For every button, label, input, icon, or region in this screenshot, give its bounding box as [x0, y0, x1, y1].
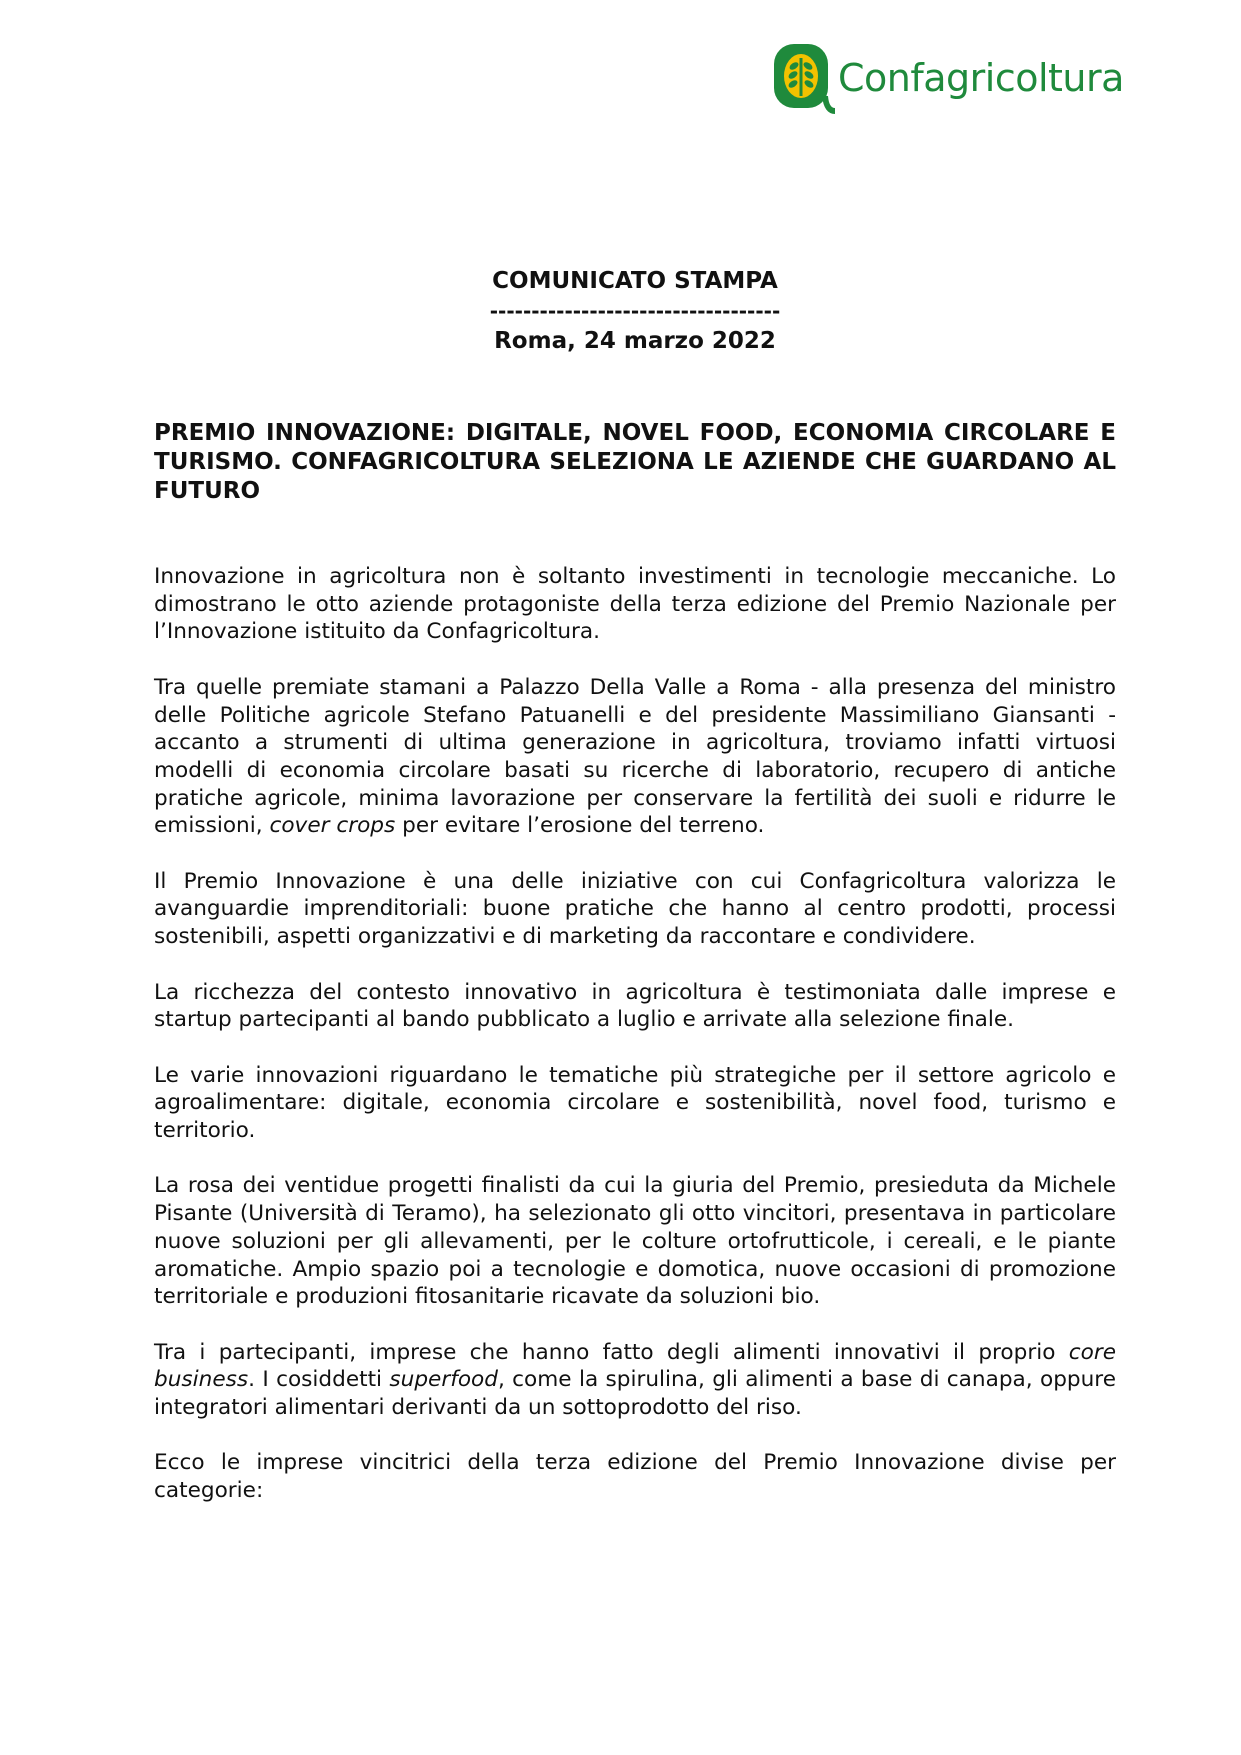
paragraph-7-text-middle: . I cosiddetti	[248, 1367, 390, 1393]
headline: PREMIO INNOVAZIONE: DIGITALE, NOVEL FOOD, ECONOMIA CIRCOLARE E TURISMO. CONFAGRICOLTURA SELEZIONA LE AZIENDE CHE GUARDANO AL FUTURO	[154, 420, 1116, 504]
wheat-logo-icon	[772, 40, 836, 120]
paragraph-7-italic-2: superfood	[389, 1367, 498, 1393]
paragraph-4: La ricchezza del contesto innovativo in agricoltura è testimoniata dalle imprese e startup partecipanti al bando pubblicato a luglio e arrivate alla selezione finale.	[154, 979, 1116, 1033]
title-separator: -----------------------------------	[489, 299, 781, 323]
press-release-header	[154, 266, 1116, 356]
document-title: COMUNICATO STAMPA	[492, 268, 778, 294]
paragraph-7-text: Tra i partecipanti, imprese che hanno fatto degli alimenti innovativi il proprio	[154, 1339, 1069, 1365]
date-line: Roma, 24 marzo 2022	[494, 328, 776, 354]
brand-name: Confagricoltura	[838, 56, 1124, 100]
paragraph-1: Innovazione in agricoltura non è soltanto investimenti in tecnologie meccaniche. Lo dimostrano le otto aziende protagoniste della terza edizione del Premio Nazionale per l’Innovazione istituito da Confagricoltura.	[154, 564, 1116, 645]
paragraph-7-italic-1: core business	[154, 1339, 1116, 1393]
paragraph-5: Le varie innovazioni riguardano le tematiche più strategiche per il settore agricolo e agroalimentare: digitale, economia circolare e sostenibilità, novel food, turismo e territorio.	[154, 1062, 1116, 1143]
paragraph-8: Ecco le imprese vincitrici della terza edizione del Premio Innovazione divise per categorie:	[154, 1450, 1116, 1504]
confagricoltura-logo	[772, 40, 1124, 120]
paragraph-7	[154, 1339, 1116, 1422]
article-body	[154, 563, 1116, 1532]
paragraph-3: Il Premio Innovazione è una delle iniziative con cui Confagricoltura valorizza le avanguardie imprenditoriali: buone pratiche che hanno al centro prodotti, processi sostenibili, aspetti organizzativi e di marketing da raccontare e condividere.	[154, 868, 1116, 950]
paragraph-2-text: Tra quelle premiate stamani a Palazzo Della Valle a Roma - alla presenza del ministro delle Politiche agricole Stefano Patuanelli e del presidente Massimiliano Giansanti - accanto a strumenti di ultima generazione in agricoltura, troviamo infatti virtuosi modelli di economia circolare basati su ricerche di laboratorio, recupero di antiche pratiche agricole, minima lavorazione per conservare la fertilità dei suoli e ridurre le emissioni,	[154, 674, 1116, 839]
paragraph-2-italic: cover crops	[269, 813, 396, 839]
paragraph-6: La rosa dei ventidue progetti finalisti da cui la giuria del Premio, presieduta da Michele Pisante (Università di Teramo), ha selezionato gli otto vincitori, presentava in particolare nuove soluzioni per gli allevamenti, per le colture ortofrutticole, i cereali, e le piante aromatiche. Ampio spazio poi a tecnologie e domotica, nuove occasioni di promozione territoriale e produzioni fitosanitarie ricavate da soluzioni bio.	[154, 1173, 1116, 1310]
paragraph-2	[154, 674, 1116, 840]
paragraph-7-text-end: , come la spirulina, gli alimenti a base di canapa, oppure integratori alimentari derivanti da un sottoprodotto del riso.	[154, 1367, 1116, 1420]
paragraph-2-text-end: per evitare l’erosione del terreno.	[395, 813, 765, 839]
